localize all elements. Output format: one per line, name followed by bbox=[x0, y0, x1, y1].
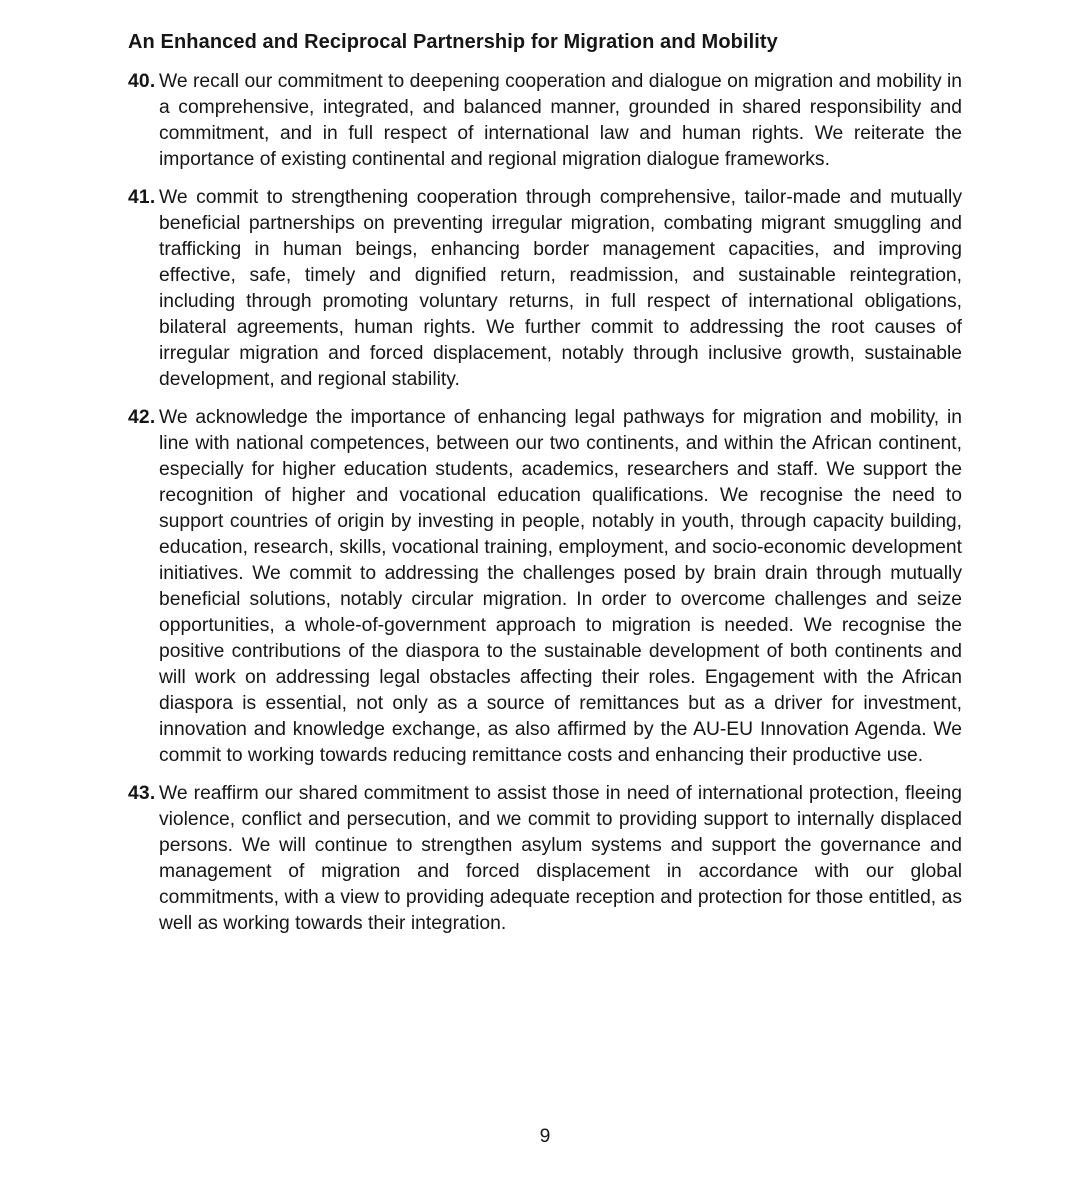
paragraph-40-number: 40. bbox=[128, 71, 156, 92]
document-content bbox=[128, 30, 962, 937]
section-heading: An Enhanced and Reciprocal Partnership for Migration and Mobility bbox=[128, 31, 778, 53]
paragraph-40-text: We recall our commitment to deepening cooperation and dialogue on migration and mobility in a comprehensive, integrated, and balanced manner, grounded in shared responsibility and commitment, and in full respect of international law and human rights. We reiterate the importance of existing continental and regional migration dialogue frameworks. bbox=[159, 71, 962, 170]
paragraph-41-text: We commit to strengthening cooperation through comprehensive, tailor-made and mutually beneficial partnerships on preventing irregular migration, combating migrant smuggling and trafficking in human beings, enhancing border management capacities, and improving effective, safe, timely and dignified return, readmission, and sustainable reintegration, including through promoting voluntary returns, in full respect of international obligations, bilateral agreements, human rights. We further commit to addressing the root causes of irregular migration and forced displacement, notably through inclusive growth, sustainable development, and regional stability. bbox=[159, 187, 962, 390]
paragraph-43-number: 43. bbox=[128, 783, 156, 804]
paragraph-43 bbox=[128, 781, 962, 937]
paragraph-42-number: 42. bbox=[128, 407, 156, 428]
paragraph-41 bbox=[128, 185, 962, 393]
paragraph-43-text: We reaffirm our shared commitment to assist those in need of international protection, fleeing violence, conflict and persecution, and we commit to providing support to internally displaced persons. We will continue to strengthen asylum systems and support the governance and management of migration and forced displacement in accordance with our global commitments, with a view to providing adequate reception and protection for those entitled, as well as working towards their integration. bbox=[159, 783, 962, 934]
paragraph-41-number: 41. bbox=[128, 187, 156, 208]
paragraph-40 bbox=[128, 69, 962, 173]
paragraph-42-text: We acknowledge the importance of enhancing legal pathways for migration and mobility, in line with national competences, between our two continents, and within the African continent, especially for higher education students, academics, researchers and staff. We support the recognition of higher and vocational education qualifications. We recognise the need to support countries of origin by investing in people, notably in youth, through capacity building, education, research, skills, vocational training, employment, and socio-economic development initiatives. We commit to addressing the challenges posed by brain drain through mutually beneficial solutions, notably circular migration. In order to overcome challenges and seize opportunities, a whole-of-government approach to migration is needed. We recognise the positive contributions of the diaspora to the sustainable development of both continents and will work on addressing legal obstacles affecting their roles. Engagement with the African diaspora is essential, not only as a source of remittances but as a driver for investment, innovation and knowledge exchange, as also affirmed by the AU-EU Innovation Agenda. We commit to working towards reducing remittance costs and enhancing their productive use. bbox=[159, 407, 962, 766]
paragraph-42 bbox=[128, 405, 962, 769]
page-number: 9 bbox=[539, 1126, 551, 1147]
